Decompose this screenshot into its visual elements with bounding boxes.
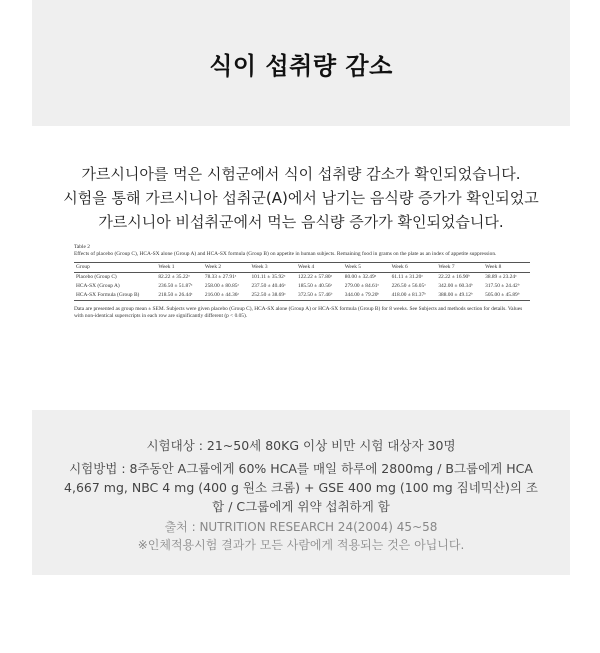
content-card [32,0,570,575]
col-header: Week 5 [344,264,361,270]
study-info-section [32,410,570,575]
intro-line: 가르시니아 비섭취군에서 먹는 음식량 증가가 확인되었습니다. [98,213,504,231]
table-cell: 218.50 ± 26.44ᵃ [158,292,193,298]
table-cell: 317.50 ± 24.42ᵇ [485,283,520,289]
table-cell: 342.00 ± 60.34ᵇ [438,283,473,289]
table-cell: 226.50 ± 56.05ᵃ [391,283,426,289]
table-row [74,291,530,301]
table-cell: 344.00 ± 79.20ᵇ [344,292,380,298]
intro-line: 가르시니아를 먹은 시험군에서 식이 섭취량 감소가 확인되었습니다. [81,165,521,183]
col-header: Week 1 [158,264,175,270]
col-header: Week 4 [298,264,315,270]
table-cell: 82.22 ± 35.22ᵃ [158,274,190,280]
table-header-row [74,263,530,273]
table-cell: 38.89 ± 23.24ᵃ [485,274,517,280]
page-title: 식이 섭취량 감소 [209,51,393,80]
table-cell: 418.00 ± 81.37ᵇ [391,292,426,298]
disclaimer-text: ※인체적용시험 결과가 모든 사람에게 적용되는 것은 아닙니다. [137,538,465,552]
table-row [74,273,530,283]
col-header: Week 6 [391,264,408,270]
table-cell: 279.00 ± 84.61ᵃ [344,283,379,289]
col-header: Group [76,264,90,270]
method-text: 시험방법 : 8주동안 A그룹에게 60% HCA를 매일 하루에 2800mg / B그룹에게 HCA 4,667 mg, NBC 4 mg (400 g 원소 크롬) + GSE 400 mg (100 mg 짐네믹산)의 조합 / C그룹에게 위약 섭취하게 함 [64,461,538,514]
col-header: Week 7 [438,264,455,270]
intro-line: 시험을 통해 가르시니아 섭취군(A)에서 남기는 음식량 증가가 확인되었고 [63,189,539,207]
table-cell: 236.50 ± 51.87ᵃ [158,283,193,289]
table-cell: HCA-SX (Group A) [76,283,120,289]
table-cell: 101.11 ± 35.92ᵃ [251,274,286,280]
study-table-figure [74,244,530,320]
table-cell: Placebo (Group C) [76,274,117,280]
table-caption: Effects of placebo (Group C), HCA-SX alone (Group A) and HCA-SX formula (Group B) on appetite in human subjects. Remaining food in grams on the plate as an index of appetite suppression. [74,251,497,257]
table-cell: 122.22 ± 57.80ᵃ [298,274,333,280]
col-header: Week 8 [485,264,502,270]
header-section [32,0,570,126]
appetite-table [74,262,530,301]
table-footnote: Data are presented as group mean ± SEM. Subjects were given placebo (Group C), HCA-SX alone (Group A) or HCA-SX formula (Group B) for 8 weeks. See Subjects and methods section for details. Values with non-identical superscripts in each row are significantly different (p < 0.05). [74,306,523,319]
table-cell: 505.00 ± 45.89ᵇ [485,292,520,298]
table-cell: 185.50 ± 40.56ᵃ [298,283,333,289]
table-cell: 252.50 ± 38.69ᵃ [251,292,286,298]
table-cell: 22.22 ± 16.90ᵇ [438,274,470,280]
table-cell: 258.00 ± 80.85ᵃ [204,283,239,289]
table-cell: 237.50 ± 40.46ᵃ [251,283,286,289]
table-cell: 216.00 ± 44.36ᵃ [204,292,239,298]
col-header: Week 3 [251,264,268,270]
table-cell: 388.00 ± 49.12ᵇ [438,292,473,298]
col-header: Week 2 [204,264,222,270]
table-cell: 78.33 ± 27.91ᵃ [204,274,237,280]
intro-section [32,126,570,410]
source-text: 출처 : NUTRITION RESEARCH 24(2004) 45~58 [164,520,438,534]
table-cell: 61.11 ± 31.20ᵃ [391,274,423,280]
intro-text [32,162,570,234]
table-row [74,282,530,291]
table-label: Table 2 [74,244,90,250]
table-cell: 372.50 ± 57.46ᵇ [298,292,333,298]
table-cell: HCA-SX Formula (Group B) [76,292,140,298]
subjects-text: 시험대상 : 21~50세 80KG 이상 비만 시험 대상자 30명 [146,438,456,453]
table-cell: 80.00 ± 32.49ᵃ [344,274,377,280]
